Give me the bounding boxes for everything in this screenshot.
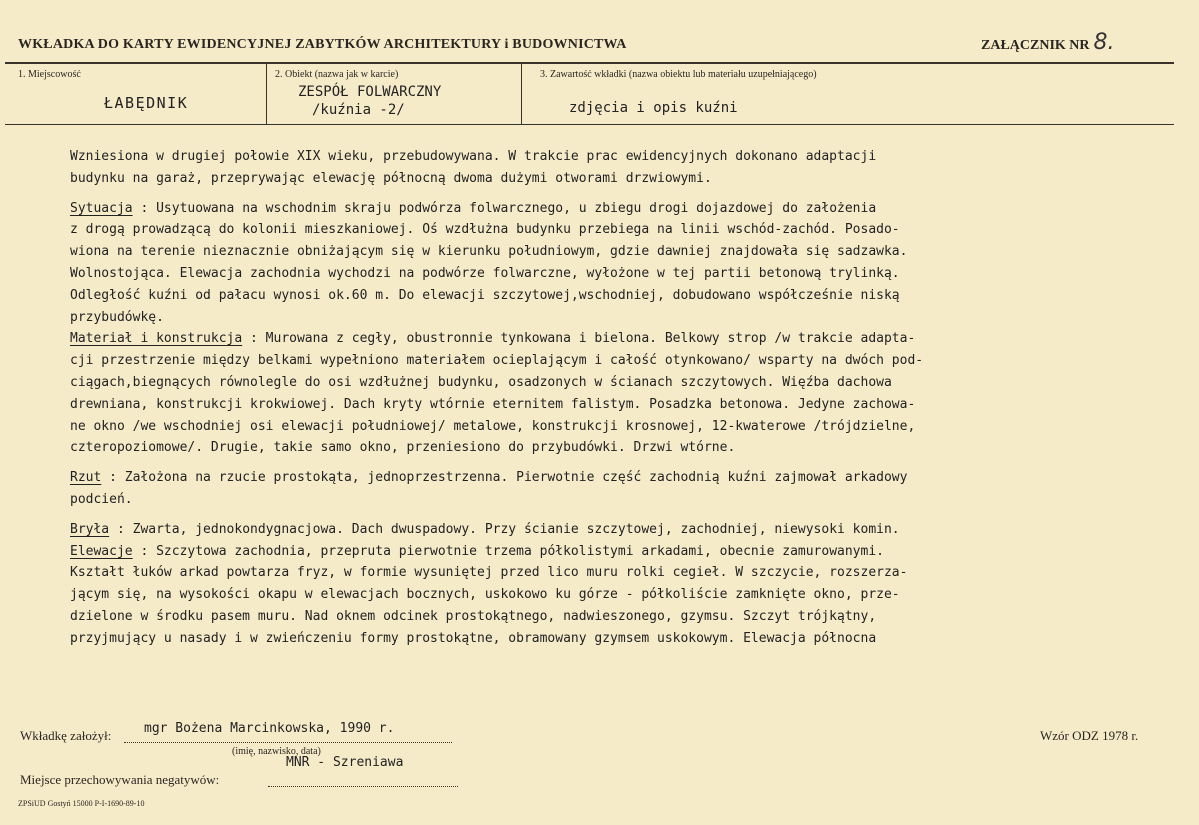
author-sublabel: (imię, nazwisko, data) bbox=[232, 746, 321, 757]
text-line: jącym się, na wysokości okapu w elewacjach bocznych, uskokowo ku górze - półkoliście zamknięte okno, prze- bbox=[70, 587, 900, 603]
text-line: czteropoziomowe/. Drugie, takie samo okno, przeniesiono do przybudówki. Drzwi wtórne. bbox=[70, 440, 736, 456]
paragraph-elewacje bbox=[70, 541, 1160, 650]
field-value-object-line2: /kuźnia -2/ bbox=[312, 102, 405, 118]
negatives-dotted-line bbox=[268, 786, 458, 787]
paragraph-history bbox=[70, 146, 1160, 190]
section-heading-elewacje: Elewacje bbox=[70, 543, 133, 559]
text-line: drewniana, konstrukcji krokwiowej. Dach kryty wtórnie eternitem falistym. Posadzka betonowa. Jedyne zachowa- bbox=[70, 396, 916, 412]
text-line: Wolnostojąca. Elewacja zachodnia wychodzi na podwórze folwarczne, wyłożone w tej partii betonową trylinką. bbox=[70, 265, 900, 281]
text-line: : Szczytowa zachodnia, przepruta pierwotnie trzema półkolistymi arkadami, obecnie zamurowanymi. bbox=[132, 543, 884, 559]
text-line: cji przestrzenie między belkami wypełniono materiałem ocieplającym i całość otynkowano/ wsparty na dwóch pod- bbox=[70, 353, 924, 369]
text-line: z drogą prowadzącą do kolonii mieszkaniowej. Oś wzdłużna budynku przebiega na linii wschód-zachód. Posado- bbox=[70, 222, 900, 238]
text-line: Kształt łuków arkad powtarza fryz, w formie wysuniętej przed lico muru rolki cegieł. W szczycie, rozszerza- bbox=[70, 565, 908, 581]
paragraph-sytuacja bbox=[70, 198, 1160, 329]
text-line: Odległość kuźni od pałacu wynosi ok.60 m. Do elewacji szczytowej,wschodniej, dobudowano współcześnie niską bbox=[70, 287, 900, 303]
form-template-label: Wzór ODZ 1978 r. bbox=[1040, 728, 1139, 743]
description-body bbox=[70, 146, 1160, 650]
text-line: : Usytuowana na wschodnim skraju podwórza folwarcznego, u zbiegu drogi dojazdowej do założenia bbox=[132, 200, 877, 216]
attachment-number bbox=[981, 30, 1115, 55]
field-divider-1 bbox=[266, 63, 267, 124]
field-label-contents: 3. Zawartość wkładki (nazwa obiektu lub materiału uzupełniającego) bbox=[540, 69, 817, 80]
printer-code: ZPSiUD Gostyń 15000 P-I-1690-89-10 bbox=[18, 799, 145, 808]
field-label-object: 2. Obiekt (nazwa jak w karcie) bbox=[275, 69, 399, 80]
section-heading-rzut: Rzut bbox=[70, 470, 102, 486]
header-rule bbox=[5, 62, 1174, 64]
text-line: Wzniesiona w drugiej połowie XIX wieku, przebudowywana. W trakcie prac ewidencyjnych dokonano adaptacji bbox=[70, 149, 877, 164]
text-line: przybudówkę. bbox=[70, 309, 164, 325]
text-line: wiona na terenie nieznacznie obniżającym się w kierunku południowym, gdzie dawniej znajdowała się sadzawka. bbox=[70, 244, 908, 260]
field-value-locality: ŁABĘDNIK bbox=[104, 94, 189, 112]
author-value: mgr Bożena Marcinkowska, 1990 r. bbox=[144, 721, 395, 736]
section-heading-material: Materiał i konstrukcja bbox=[70, 331, 243, 347]
text-line: : Zwarta, jednokondygnacjowa. Dach dwuspadowy. Przy ścianie szczytowej, zachodniej, niewysoki komin. bbox=[109, 521, 900, 537]
field-divider-2 bbox=[521, 63, 522, 124]
field-value-contents: zdjęcia i opis kuźni bbox=[569, 100, 738, 116]
author-dotted-line bbox=[124, 742, 452, 743]
text-line: : Murowana z cegły, obustronnie tynkowana i bielona. Belkowy strop /w trakcie adapta- bbox=[242, 331, 916, 347]
section-heading-bryla: Bryła bbox=[70, 521, 110, 537]
negatives-location-value: MNR - Szreniawa bbox=[286, 755, 404, 770]
text-line: przyjmujący u nasady i w zwieńczeniu formy prostokątne, obramowany gzymsem uskokowym. Elewacja północna bbox=[70, 630, 877, 646]
attachment-label: ZAŁĄCZNIK NR bbox=[981, 38, 1090, 53]
fields-rule bbox=[5, 124, 1174, 125]
text-line: ciągach,biegnących równolegle do osi wzdłużnej budynku, osadzonych w ścianach szczytowych. Więźba dachowa bbox=[70, 374, 892, 390]
paragraph-rzut bbox=[70, 467, 1160, 511]
text-line: budynku na garaż, przeprуwając elewację północną dwoma dużymi otworami drzwiowymi. bbox=[70, 170, 712, 186]
field-value-object-line1: ZESPÓŁ FOLWARCZNY bbox=[298, 84, 442, 100]
text-line: ne okno /we wschodniej osi elewacji południowej/ metalowe, konstrukcji krosnowej, 12-kwaterowe /trójdzielne, bbox=[70, 418, 916, 434]
form-title: WKŁADKA DO KARTY EWIDENCYJNEJ ZABYTKÓW ARCHITEKTURY i BUDOWNICTWA bbox=[18, 37, 627, 52]
section-heading-sytuacja: Sytuacja bbox=[70, 200, 133, 216]
author-label: Wkładkę założył: bbox=[20, 728, 112, 743]
negatives-location-label: Miejsce przechowywania negatywów: bbox=[20, 772, 220, 787]
field-label-locality: 1. Miejscowość bbox=[18, 69, 81, 80]
text-line: : Założona na rzucie prostokąta, jednoprzestrzenna. Pierwotnie część zachodnią kuźni zajmował arkadowy bbox=[101, 470, 908, 486]
text-line: dzielone w środku pasem muru. Nad oknem odcinek prostokątnego, nadwieszonego, gzymsu. Szczyt trójkątny, bbox=[70, 608, 877, 624]
paragraph-bryla bbox=[70, 519, 1160, 541]
attachment-number-value: 8. bbox=[1093, 30, 1115, 55]
text-line: podcień. bbox=[70, 491, 133, 507]
paragraph-material bbox=[70, 328, 1160, 459]
